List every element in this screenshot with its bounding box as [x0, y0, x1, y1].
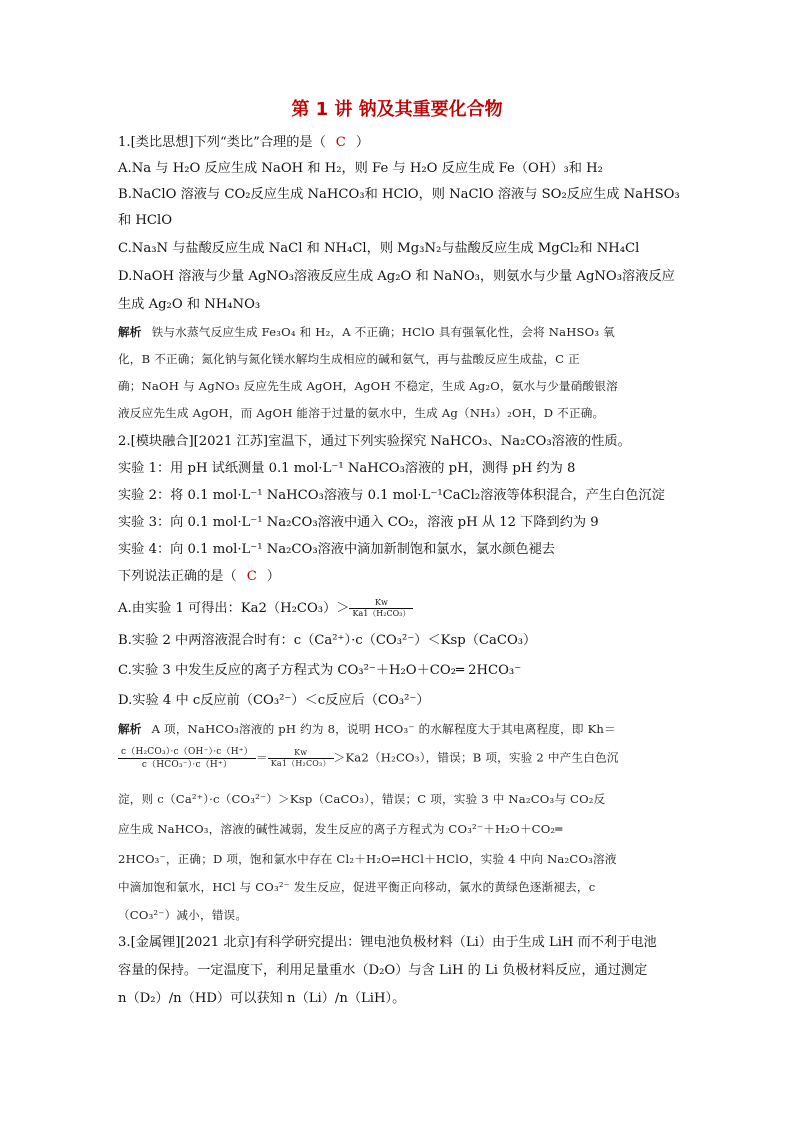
q2-ask-close: ）: [266, 569, 280, 584]
q1-option-d-line1: D.NaOH 溶液与少量 AgNO₃溶液反应生成 Ag₂O 和 NaNO₃，则氨水与少量 AgNO₃溶液反应: [118, 269, 675, 284]
q2-option-a-fraction: [349, 598, 413, 619]
q2-explanation-line5: 2HCO₃⁻，正确；D 项，饱和氯水中存在 Cl₂＋H₂O⇌HCl＋HClO，实验 4 中向 Na₂CO₃溶液: [118, 852, 617, 866]
q2-explanation-line6: 中滴加饱和氯水，HCl 与 CO₃²⁻ 发生反应，促进平衡正向移动，氯水的黄绿色逐渐褪去，c: [118, 880, 596, 894]
page-title: 第 1 讲 钠及其重要化合物: [291, 99, 503, 120]
q2-experiment-1: 实验 1：用 pH 试纸测量 0.1 mol·L⁻¹ NaHCO₃溶液的 pH，测得 pH 约为 8: [118, 461, 576, 476]
q2-explanation-text1: A 项，NaHCO₃溶液的 pH 约为 8，说明 HCO₃⁻ 的水解程度大于其电离程度，即 Kh＝: [151, 722, 616, 736]
q1-option-d-line2: 生成 Ag₂O 和 NH₄NO₃: [118, 297, 261, 312]
q1-answer: C: [335, 135, 346, 150]
q2-option-c: C.实验 3 中发生反应的离子方程式为 CO₃²⁻＋H₂O＋CO₂═ 2HCO₃⁻: [118, 663, 522, 678]
q2-experiment-2: 实验 2：将 0.1 mol·L⁻¹ NaHCO₃溶液与 0.1 mol·L⁻¹CaCl₂溶液等体积混合，产生白色沉淀: [118, 488, 665, 503]
q2-explanation-line7: （CO₃²⁻）减小，错误。: [118, 908, 248, 922]
q1-explanation-line4: 液反应先生成 AgOH，而 AgOH 能溶于过量的氨水中，生成 Ag（NH₃）₂OH，D 不正确。: [118, 406, 605, 420]
kh-numerator: c（H₂CO₃）·c（OH⁻）·c（H⁺）: [118, 746, 256, 759]
fraction-numerator: Kw: [349, 598, 413, 609]
q2-ask-text: 下列说法正确的是（: [118, 569, 237, 584]
q2-explanation-text2: ＞Ka2（H₂CO₃），错误；B 项，实验 2 中产生白色沉: [333, 750, 619, 765]
q2-experiment-4: 实验 4：向 0.1 mol·L⁻¹ Na₂CO₃溶液中滴加新制饱和氯水，氯水颜色褪去: [118, 542, 555, 557]
q1-stem-close: ）: [355, 135, 370, 150]
q1-explanation-line3: 确；NaOH 与 AgNO₃ 反应先生成 AgOH，AgOH 不稳定，生成 Ag₂O，氨水与少量硝酸银溶: [118, 379, 618, 393]
q2-stem: 2.[模块融合][2021 江苏]室温下，通过下列实验探究 NaHCO₃、Na₂CO₃溶液的性质。: [118, 434, 631, 449]
q1-explanation-label: 解析: [118, 325, 142, 339]
kw-fraction: [268, 748, 334, 769]
q3-line1: 3.[金属锂][2021 北京]有科学研究提出：锂电池负极材料（Li）由于生成 LiH 而不利于电池: [118, 935, 657, 950]
q2-option-a-ka2: Ka2（H₂CO₃）＞: [240, 601, 350, 616]
q2-option-d: D.实验 4 中 c反应前（CO₃²⁻）＜c反应后（CO₃²⁻）: [118, 693, 430, 708]
q1-explanation-text1: 铁与水蒸气反应生成 Fe₃O₄ 和 H₂，A 不正确；HClO 具有强氧化性，会将 NaHSO₃ 氧: [151, 325, 615, 339]
q3-line2: 容量的保持。一定温度下，利用足量重水（D₂O）与含 LiH 的 Li 负极材料反应，通过测定: [118, 963, 648, 978]
q1-option-c: C.Na₃N 与盐酸反应生成 NaCl 和 NH₄Cl，则 Mg₃N₂与盐酸反应生成 MgCl₂和 NH₄Cl: [118, 241, 640, 256]
q2-experiment-3: 实验 3：向 0.1 mol·L⁻¹ Na₂CO₃溶液中通入 CO₂，溶液 pH 从 12 下降到约为 9: [118, 515, 599, 530]
q2-explanation-label: 解析: [118, 722, 142, 736]
q1-option-b-line1: B.NaClO 溶液与 CO₂反应生成 NaHCO₃和 HClO，则 NaClO 溶液与 SO₂反应生成 NaHSO₃: [118, 187, 680, 202]
q2-explanation-line1: [118, 720, 616, 738]
q2-option-b: B.实验 2 中两溶液混合时有：c（Ca²⁺）·c（CO₃²⁻）＜Ksp（CaCO₃）: [118, 633, 537, 648]
q1-option-b-line2: 和 HClO: [118, 213, 172, 228]
q1-explanation-line1: [118, 323, 615, 341]
q2-option-a-prefix: A.由实验 1 可得出：: [118, 601, 241, 616]
kw-denominator: Ka1（H₂CO₃）: [270, 759, 331, 768]
kh-denominator: c（HCO₃⁻）·c（H⁺）: [141, 760, 233, 770]
kw-numerator: Kw: [268, 748, 334, 759]
q2-option-a: [118, 598, 413, 619]
q1-stem: [118, 134, 369, 152]
kh-fraction: [118, 746, 256, 771]
q1-stem-text: 1.[类比思想]下列“类比”合理的是（: [118, 135, 326, 150]
q3-line3: n（D₂）/n（HD）可以获知 n（Li）/n（LiH）。: [118, 991, 406, 1006]
q2-explanation-line4: 应生成 NaHCO₃，溶液的碱性减弱，发生反应的离子方程式为 CO₃²⁻＋H₂O＋CO₂═: [118, 822, 563, 836]
q1-option-a: A.Na 与 H₂O 反应生成 NaOH 和 H₂，则 Fe 与 H₂O 反应生成 Fe（OH）₃和 H₂: [118, 161, 603, 176]
q1-explanation-line2: 化，B 不正确；氮化钠与氮化镁水解均生成相应的碱和氨气，再与盐酸反应生成盐，C 正: [118, 352, 580, 366]
q2-explanation-line2: $\frac{\text{c（H₂CO₃）·c（OH⁻）·c（H⁺）}}{\text{c（HCO₃⁻）·c（H⁺）}}$ ＝ $\frac{Kw}{\text{Ka1（H₂CO₃）}}$ ＞Ka2（H₂CO₃），错误；B 项，实验 2 中产生白色沉: [118, 746, 619, 771]
q2-answer: C: [246, 569, 257, 584]
fraction-denominator: Ka1（H₂CO₃）: [352, 609, 411, 618]
q2-ask: [118, 568, 280, 586]
q2-explanation-line3: 淀，则 c（Ca²⁺）·c（CO₃²⁻）＞Ksp（CaCO₃），错误；C 项，实验 3 中 Na₂CO₃与 CO₂反: [118, 792, 606, 806]
